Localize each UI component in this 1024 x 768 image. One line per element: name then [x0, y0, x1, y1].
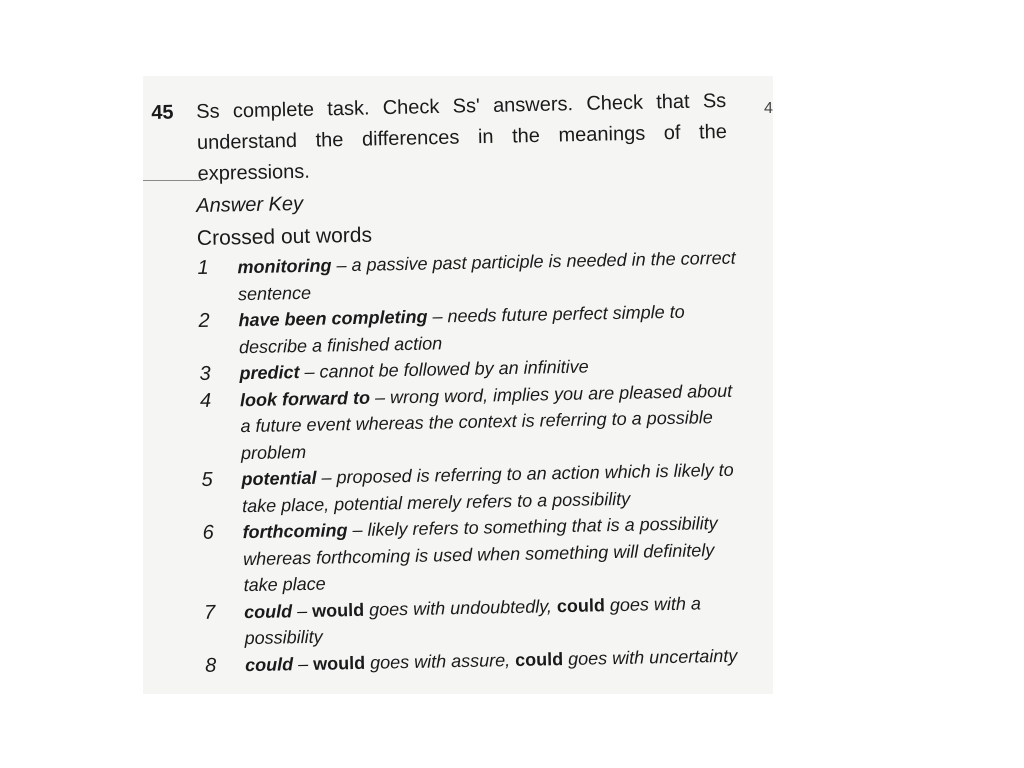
answer-keyword: could	[243, 600, 293, 622]
answer-explanation: cannot be followed by an infinitive	[319, 356, 589, 382]
exercise-instructions: Ss complete task. Check Ss' answers. Check that Ss understand the differences in the meanings of the expressions.	[196, 89, 728, 186]
exercise-intro	[151, 86, 728, 191]
answer-emphasis: would	[311, 599, 365, 621]
answer-number: 3	[199, 362, 211, 385]
answer-number: 7	[203, 601, 216, 624]
answer-key-subheading: Crossed out words	[196, 223, 373, 250]
answer-keyword: could	[244, 653, 294, 675]
answer-item	[202, 510, 743, 600]
answer-separator: –	[331, 255, 352, 276]
scanned-page	[143, 76, 773, 694]
answer-explanation: needs future perfect simple to describe a finished action	[238, 301, 685, 357]
answer-number: 1	[197, 256, 209, 279]
answer-separator: –	[291, 600, 313, 621]
answer-emphasis: could	[514, 648, 564, 670]
answer-explanation: likely refers to something that is a possibility whereas forthcoming is used when something will definitely take place	[242, 513, 718, 596]
answer-key	[196, 180, 745, 679]
answer-number: 8	[204, 654, 217, 677]
answer-explanation: goes with assure,	[364, 649, 516, 673]
answer-item	[200, 377, 741, 467]
answer-separator: –	[369, 386, 391, 408]
answer-separator: –	[427, 306, 448, 327]
answer-explanation: goes with uncertainty	[562, 645, 738, 669]
answer-keyword: predict	[239, 362, 300, 384]
answer-keyword: have been completing	[238, 306, 428, 331]
answer-explanation: a passive past participle is needed in the correct sentence	[237, 247, 736, 304]
answer-keyword: forthcoming	[242, 520, 348, 543]
answer-separator: –	[292, 653, 314, 674]
answer-number: 4	[199, 389, 212, 412]
answer-emphasis: could	[556, 594, 606, 616]
answer-explanation: goes with a possibility	[244, 592, 702, 649]
answer-emphasis: would	[312, 652, 366, 674]
answer-keyword: look forward to	[239, 387, 371, 410]
answer-separator: –	[299, 361, 320, 383]
answer-keyword: potential	[241, 467, 317, 490]
answer-separator: –	[347, 519, 368, 541]
answer-number: 2	[198, 309, 210, 332]
answer-explanation: proposed is referring to an action which is likely to take place, potential merely refers to a possibility	[241, 459, 734, 516]
answer-list	[197, 245, 745, 679]
answer-keyword: monitoring	[237, 255, 332, 278]
answer-explanation: goes with undoubtedly,	[363, 595, 558, 620]
answer-explanation: wrong word, implies you are pleased about a future event whereas the context is referring to a possible problem	[240, 380, 733, 463]
answer-separator: –	[316, 467, 337, 488]
answer-key-heading: Answer Key	[196, 192, 304, 217]
exercise-number: 45	[151, 101, 174, 124]
answer-number: 6	[202, 521, 214, 544]
corner-mark: 4	[764, 100, 773, 117]
answer-number: 5	[201, 468, 213, 491]
